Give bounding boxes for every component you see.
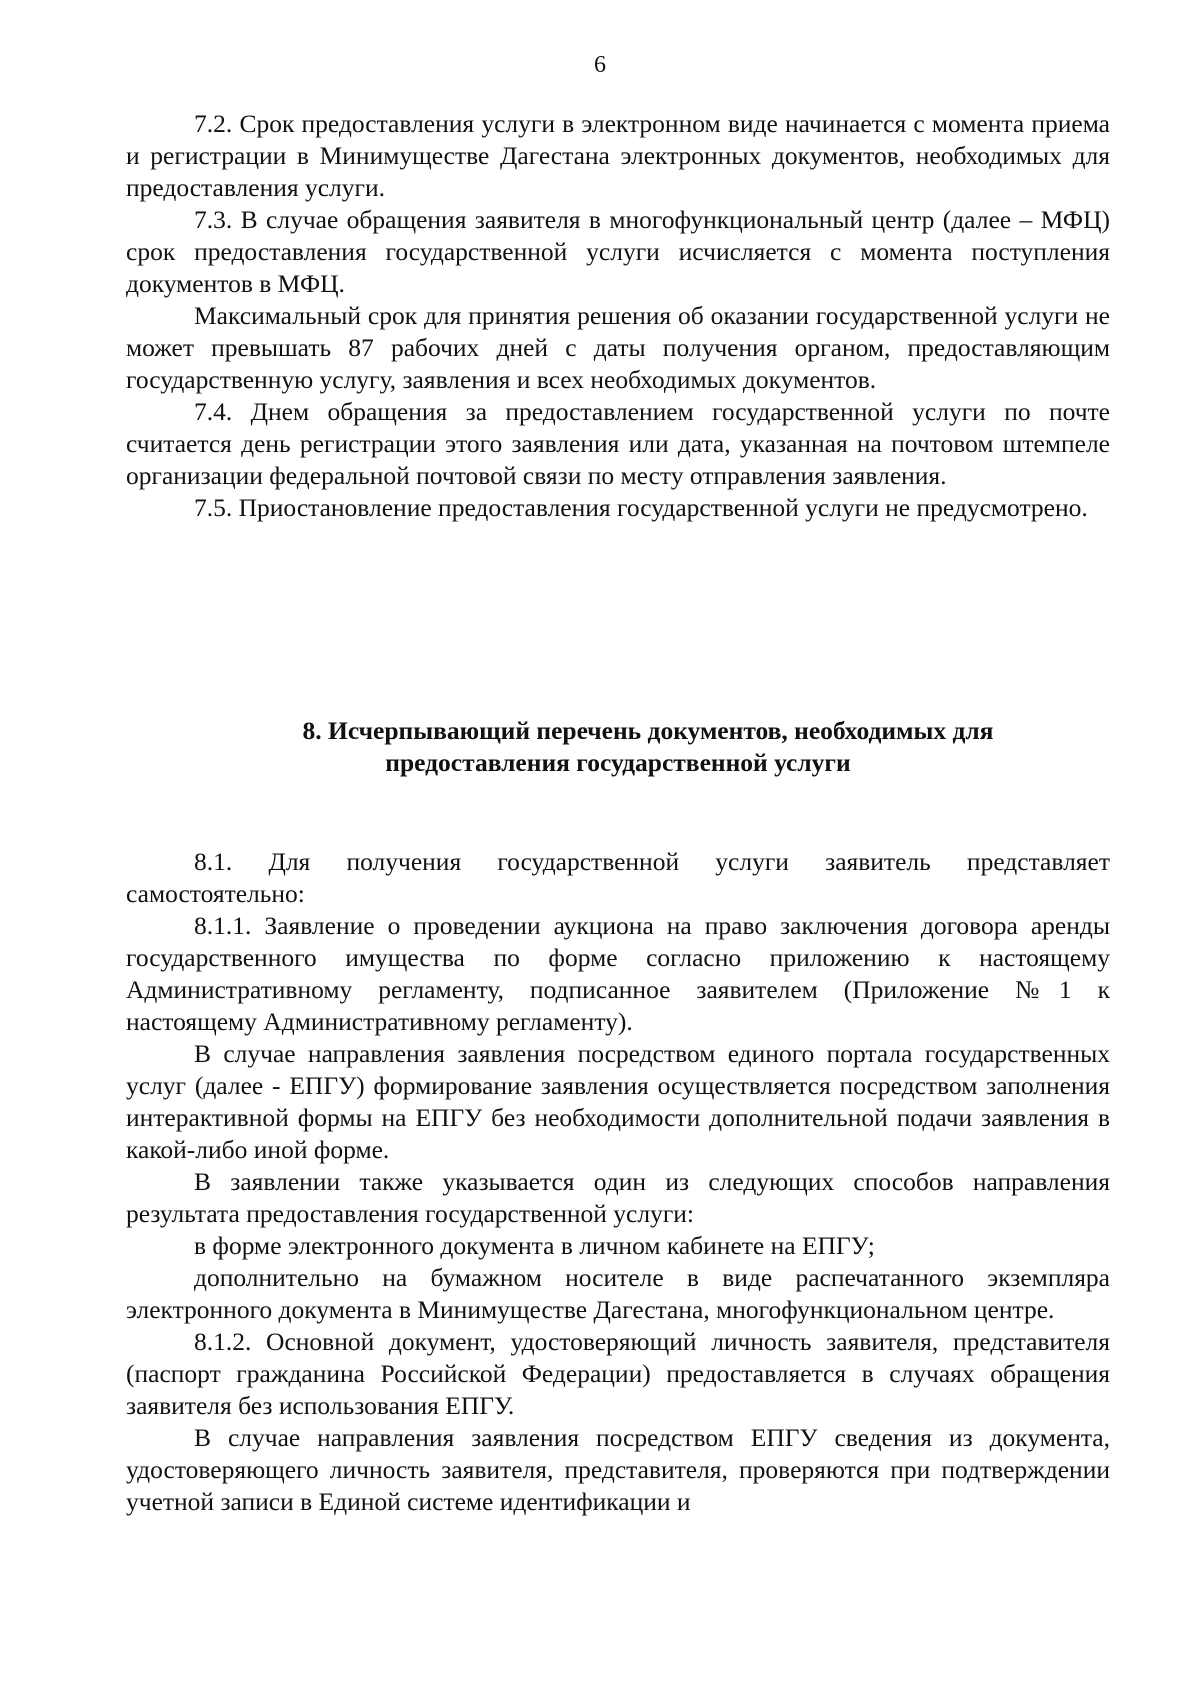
section-7-text bbox=[126, 108, 1110, 524]
paragraph-epgu-form: В случае направления заявления посредством единого портала государственных услуг (далее - ЕПГУ) формирование заявления осуществляется посредством заполнения интерактивной формы на ЕПГУ без необходимости дополнительной подачи заявления в какой-либо иной форме. bbox=[126, 1039, 1110, 1164]
section-8-text bbox=[126, 846, 1110, 1518]
section-8-heading-line-2: предоставления государственной услуги bbox=[385, 748, 851, 777]
section-8-heading-line-1: 8. Исчерпывающий перечень документов, необходимых для bbox=[302, 716, 994, 745]
paragraph-max-term: Максимальный срок для принятия решения об оказании государственной услуги не может превышать 87 рабочих дней с даты получения органом, предоставляющим государственную услугу, заявления и всех необходимых документов. bbox=[126, 301, 1110, 394]
paragraph-identity-check: В случае направления заявления посредством ЕПГУ сведения из документа, удостоверяющего личность заявителя, представителя, проверяются при подтверждении учетной записи в Единой системе идентификации и bbox=[126, 1423, 1110, 1516]
paragraph-electronic-form: в форме электронного документа в личном кабинете на ЕПГУ; bbox=[194, 1231, 875, 1260]
paragraph-paper-form: дополнительно на бумажном носителе в виде распечатанного экземпляра электронного документа в Минимуществе Дагестана, многофункциональном центре. bbox=[126, 1263, 1110, 1324]
paragraph-result-methods: В заявлении также указывается один из следующих способов направления результата предоставления государственной услуги: bbox=[126, 1167, 1110, 1228]
paragraph-7-5: 7.5. Приостановление предоставления государственной услуги не предусмотрено. bbox=[194, 493, 1088, 522]
paragraph-8-1: 8.1. Для получения государственной услуги заявитель представляет самостоятельно: bbox=[126, 847, 1110, 908]
page-number: 6 bbox=[594, 52, 606, 78]
paragraph-7-2: 7.2. Срок предоставления услуги в электронном виде начинается с момента приема и регистрации в Минимуществе Дагестана электронных документов, необходимых для предоставления услуги. bbox=[126, 109, 1110, 202]
paragraph-8-1-1: 8.1.1. Заявление о проведении аукциона на право заключения договора аренды государственного имущества по форме согласно приложению к настоящему Административному регламенту, подписанное заявителем (Приложение №1 к настоящему Административному регламенту). bbox=[126, 911, 1110, 1036]
section-8-heading bbox=[126, 715, 1110, 779]
paragraph-8-1-2: 8.1.2. Основной документ, удостоверяющий личность заявителя, представителя (паспорт гражданина Российской Федерации) предоставляется в случаях обращения заявителя без использования ЕПГУ. bbox=[126, 1327, 1110, 1420]
paragraph-7-4: 7.4. Днем обращения за предоставлением государственной услуги по почте считается день регистрации этого заявления или дата, указанная на почтовом штемпеле организации федеральной почтовой связи по месту отправления заявления. bbox=[126, 397, 1110, 490]
paragraph-7-3: 7.3. В случае обращения заявителя в многофункциональный центр (далее – МФЦ) срок предоставления государственной услуги исчисляется с момента поступления документов в МФЦ. bbox=[126, 205, 1110, 298]
